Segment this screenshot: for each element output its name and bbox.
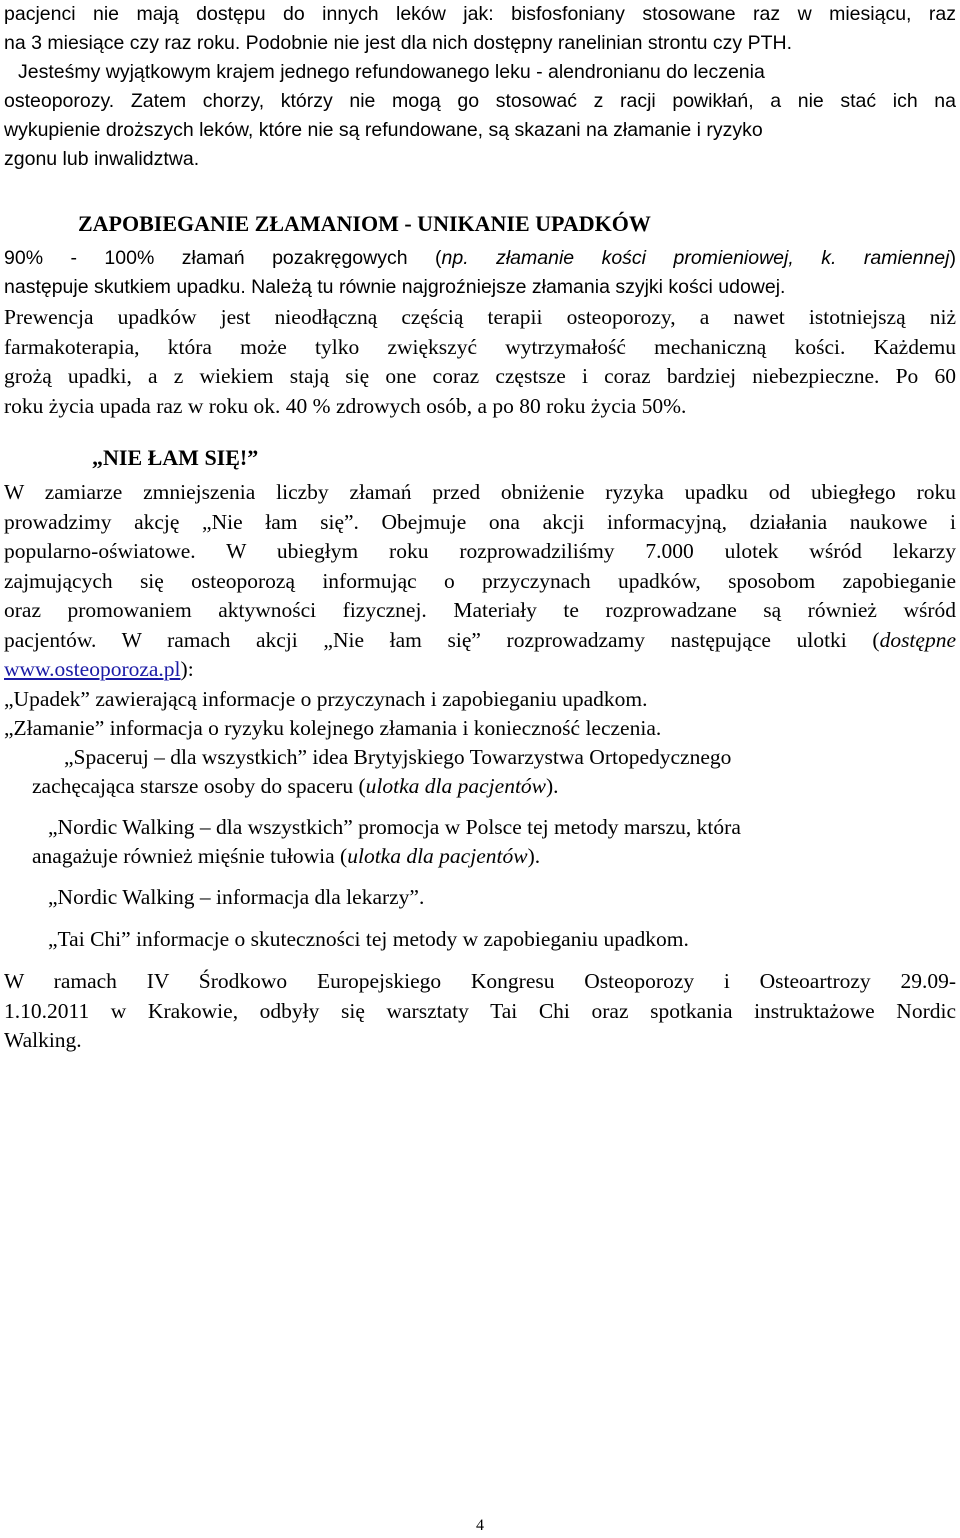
falls-paragraph [4, 244, 956, 421]
campaign-heading: „NIE ŁAM SIĘ!” [92, 445, 259, 470]
leaflet-text: zachęcająca starsze osoby do spaceru ( [32, 774, 366, 798]
leaflet-nordic-lekarze: „Nordic Walking – informacja dla lekarzy”. [48, 885, 425, 909]
page-number: 4 [476, 1517, 484, 1534]
campaign-line: zajmujących się osteoporozą informując o przyczynach upadków, sposobom zapobieganie [4, 568, 956, 593]
leaflet-text: ). [527, 844, 541, 868]
leaflet-zlamanie: „Złamanie” informacja o ryzyku kolejnego złamania i konieczność leczenia. [4, 716, 662, 740]
falls-line: farmakoterapia, która może tylko zwiększyć wytrzymałość mechaniczną kości. Każdemu [4, 334, 956, 359]
intro-paragraph [4, 0, 956, 174]
section-heading-falls: ZAPOBIEGANIE ZŁAMANIOM - UNIKANIE UPADKÓW [78, 211, 651, 236]
campaign-text: ): [180, 657, 194, 681]
intro-line: wykupienie droższych leków, które nie są refundowane, są skazani na złamanie i ryzyko [4, 119, 763, 141]
intro-line: osteoporozy. Zatem chorzy, którzy nie mogą go stosować z racji powikłań, a nie stać ich na [4, 90, 956, 112]
leaflet-italic-text: ulotka dla pacjentów [347, 844, 528, 868]
leaflet-spaceruj: „Spaceruj – dla wszystkich” idea Brytyjskiego Towarzystwa Ortopedycznego [64, 745, 732, 769]
intro-line: Jesteśmy wyjątkowym krajem jednego refundowanego leku - alendronianu do leczenia [18, 61, 765, 83]
intro-line: zgonu lub inwalidztwa. [4, 148, 200, 170]
falls-line: roku życia upada raz w roku ok. 40 % zdrowych osób, a po 80 roku życia 50%. [4, 393, 687, 418]
campaign-line: prowadzimy akcję „Nie łam się”. Obejmuje ona akcji informacyjną, działania naukowe i [4, 509, 956, 534]
falls-line: następuje skutkiem upadku. Należą tu równie najgroźniejsze złamania szyjki kości udowej. [4, 276, 786, 298]
falls-italic-text: np. złamanie kości promieniowej, k. ramiennej [441, 247, 950, 269]
closing-paragraph [4, 967, 956, 1056]
leaflet-text: ). [546, 774, 559, 798]
closing-line: 1.10.2011 w Krakowie, odbyły się warsztaty Tai Chi oraz spotkania instruktażowe Nordic [4, 998, 956, 1023]
intro-line: pacjenci nie mają dostępu do innych leków jak: bisfosfoniany stosowane raz w miesiącu, raz [4, 3, 956, 25]
campaign-line [4, 626, 956, 656]
intro-line: na 3 miesiące czy raz roku. Podobnie nie jest dla nich dostępny ranelinian strontu czy PTH. [4, 32, 792, 54]
leaflet-spaceruj-cont [32, 772, 559, 802]
osteoporoza-link[interactable]: www.osteoporoza.pl [4, 657, 181, 681]
closing-line: Walking. [4, 1028, 82, 1052]
leaflet-italic-text: ulotka dla pacjentów [365, 774, 547, 798]
closing-line: W ramach IV Środkowo Europejskiego Kongresu Osteoporozy i Osteoartrozy 29.09- [4, 969, 956, 993]
campaign-line [4, 655, 956, 685]
leaflet-upadek: „Upadek” zawierającą informacje o przyczynach i zapobieganiu upadkom. [4, 687, 648, 711]
falls-line: Prewencja upadków jest nieodłączną częścią terapii osteoporozy, a nawet istotniejszą niż [4, 305, 956, 329]
campaign-italic-text: dostępne [879, 627, 956, 652]
campaign-line: W zamiarze zmniejszenia liczby złamań przed obniżenie ryzyka upadku od ubiegłego roku [4, 480, 956, 504]
falls-text: 90% - 100% złamań pozakręgowych ( [4, 247, 442, 269]
campaign-line: popularno-oświatowe. W ubiegłym roku rozprowadziliśmy 7.000 ulotek wśród lekarzy [4, 539, 956, 563]
campaign-text: pacjentów. W ramach akcji „Nie łam się” rozprowadzamy następujące ulotki ( [4, 627, 880, 652]
campaign-paragraph [4, 478, 956, 685]
falls-text: ) [949, 247, 956, 269]
leaflet-nordic: „Nordic Walking – dla wszystkich” promocja w Polsce tej metody marszu, która [48, 815, 741, 839]
campaign-line: oraz promowaniem aktywności fizycznej. Materiały te rozprowadzane są również wśród [4, 598, 956, 622]
falls-line [4, 244, 956, 273]
leaflet-text: anagażuje również mięśnie tułowia ( [32, 844, 348, 868]
leaflet-taichi: „Tai Chi” informacje o skuteczności tej metody w zapobieganiu upadkom. [48, 927, 689, 951]
leaflet-nordic-cont [32, 842, 540, 872]
falls-line: grożą upadki, a z wiekiem stają się one coraz częstsze i coraz bardziej niebezpieczne. Po 60 [4, 364, 956, 388]
